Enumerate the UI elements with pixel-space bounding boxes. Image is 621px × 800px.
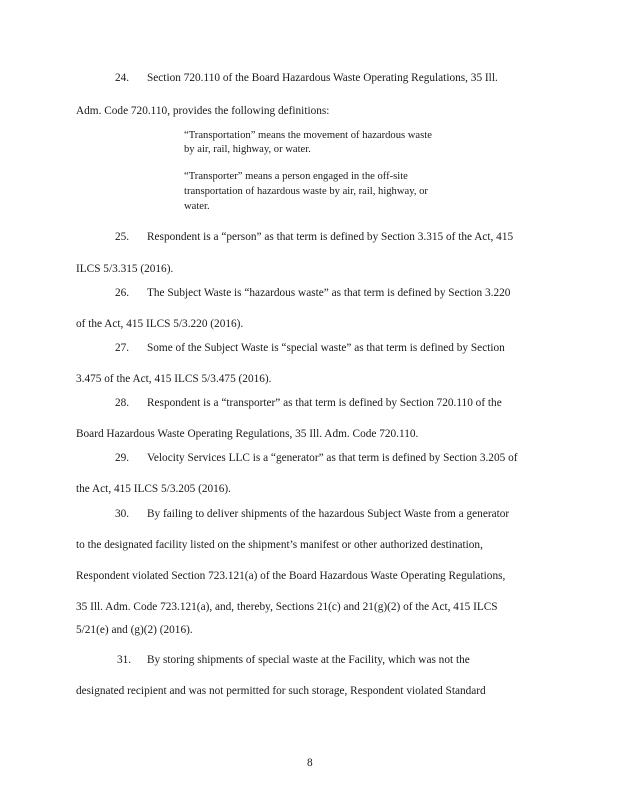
definition-line: water. (184, 201, 210, 212)
paragraph-number: 28. (115, 397, 130, 409)
page-number: 8 (307, 757, 313, 769)
paragraph-line: Respondent violated Section 723.121(a) of the Board Hazardous Waste Operating Regulations, (76, 570, 506, 582)
paragraph-number: 31. (117, 654, 132, 666)
paragraph-line: The Subject Waste is “hazardous waste” as that term is defined by Section 3.220 (147, 287, 511, 299)
definition-line: “Transportation” means the movement of hazardous waste (184, 130, 432, 141)
paragraph-line: 5/21(e) and (g)(2) (2016). (76, 624, 193, 636)
paragraph-number: 24. (115, 72, 130, 84)
paragraph-line: By storing shipments of special waste at the Facility, which was not the (147, 654, 470, 666)
paragraph-line: Respondent is a “person” as that term is defined by Section 3.315 of the Act, 415 (147, 231, 514, 243)
definition-line: by air, rail, highway, or water. (184, 144, 311, 155)
paragraph-line: the Act, 415 ILCS 5/3.205 (2016). (76, 483, 232, 495)
paragraph-number: 25. (115, 231, 130, 243)
paragraph-line: 35 Ill. Adm. Code 723.121(a), and, thereby, Sections 21(c) and 21(g)(2) of the Act, 415 ILCS (76, 601, 498, 613)
paragraph-line: 3.475 of the Act, 415 ILCS 5/3.475 (2016). (76, 373, 272, 385)
paragraph-line: Some of the Subject Waste is “special waste” as that term is defined by Section (147, 342, 505, 354)
paragraph-line: Velocity Services LLC is a “generator” as that term is defined by Section 3.205 of (147, 452, 518, 464)
paragraph-number: 29. (115, 452, 130, 464)
paragraph-number: 27. (115, 342, 130, 354)
paragraph-line: By failing to deliver shipments of the hazardous Subject Waste from a generator (147, 508, 510, 520)
definition-line: transportation of hazardous waste by air, rail, highway, or (184, 186, 428, 197)
paragraph-line: Respondent is a “transporter” as that term is defined by Section 720.110 of the (147, 397, 502, 409)
paragraph-line: Board Hazardous Waste Operating Regulations, 35 Ill. Adm. Code 720.110. (76, 428, 419, 440)
paragraph-line: ILCS 5/3.315 (2016). (76, 263, 174, 275)
paragraph-line: designated recipient and was not permitted for such storage, Respondent violated Standard (76, 685, 486, 697)
paragraph-line: Section 720.110 of the Board Hazardous Waste Operating Regulations, 35 Ill. (147, 72, 498, 84)
definition-line: “Transporter” means a person engaged in the off-site (184, 171, 408, 182)
paragraph-line: of the Act, 415 ILCS 5/3.220 (2016). (76, 318, 244, 330)
paragraph-number: 30. (115, 508, 130, 520)
paragraph-number: 26. (115, 287, 130, 299)
paragraph-line: to the designated facility listed on the shipment’s manifest or other authorized destination, (76, 539, 483, 551)
paragraph-line: Adm. Code 720.110, provides the following definitions: (76, 105, 330, 117)
